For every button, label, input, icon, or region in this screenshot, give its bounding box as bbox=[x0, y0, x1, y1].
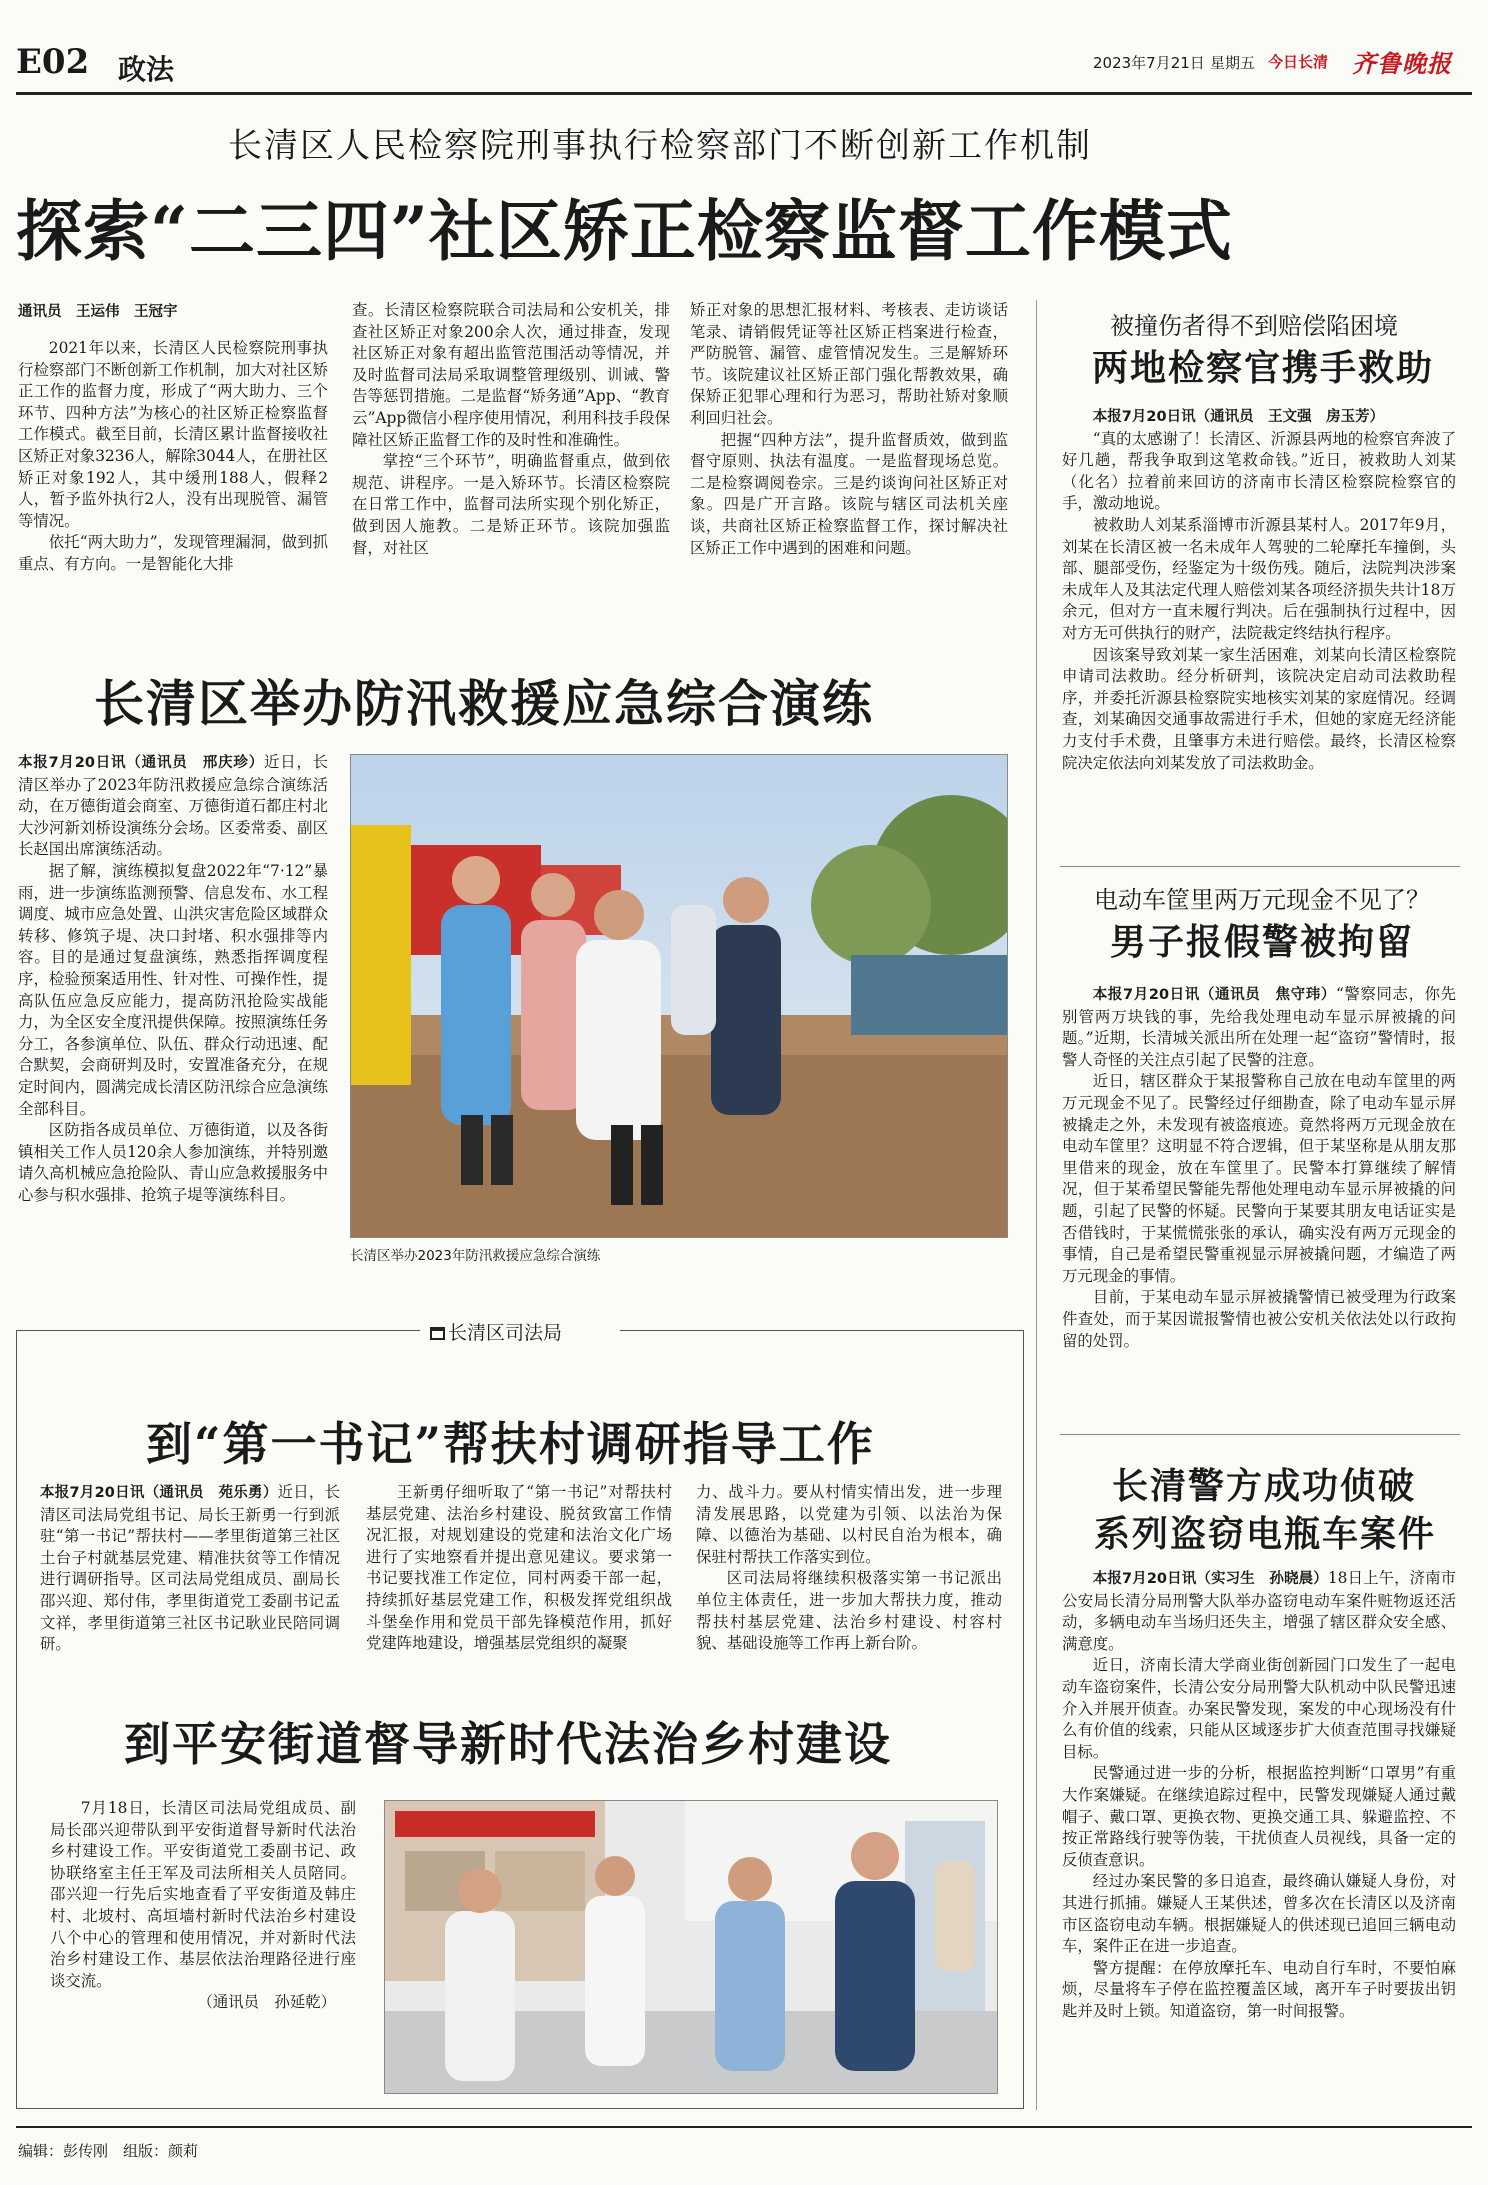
r2-p1 bbox=[1062, 984, 1456, 1071]
right-rule-2 bbox=[1060, 1434, 1460, 1435]
box-label-text: 长清区司法局 bbox=[448, 1322, 563, 1344]
box-a1-p1 bbox=[40, 1482, 340, 1656]
r3-p1 bbox=[1062, 1568, 1456, 1655]
r2-p2: 近日，辖区群众于某报警称自己放在电动车筐里的两万元现金不见了。民警经过仔细勘查，除了电动车显示屏被撬走之外，未发现有被盗痕迹。竟然将两万元现金放在电动车筐里？这明显不符合逻辑，但于某坚称是从朋友那里借来的现金，放在车筐里了。民警本打算继续了解情况，但于某希望民警能先帮他处理电动车显示屏被撬的问题，引起了民警的怀疑。民警向于某要其朋友电话证实是否借钱时，于某慌慌张张的承认，确实没有两万元现金的事情，自己是希望民警重视显示屏被撬问题，才编造了两万元现金的事情。 bbox=[1062, 1072, 1456, 1285]
r3-title-1: 长清警方成功侦破 bbox=[1112, 1465, 1417, 1507]
r1-p2: 被救助人刘某系淄博市沂源县某村人。2017年9月，刘某在长清区被一名未成年人驾驶的二轮摩托车撞倒，头部、腿部受伤，经鉴定为十级伤残。随后，法院判决涉案未成年人及其法定代理人赔偿刘某各项经济损失共计18万余元，但对方一直未履行判决。后在强制执行过程中，因对方无可供执行的财产，法院裁定终结执行程序。 bbox=[1062, 515, 1456, 642]
box-label-icon bbox=[430, 1327, 445, 1340]
lead-col-2 bbox=[352, 300, 670, 559]
page-code: E02 bbox=[16, 42, 90, 82]
lead-col-1 bbox=[18, 338, 328, 576]
box-article1-title: 到“第一书记”帮扶村调研指导工作 bbox=[146, 1417, 875, 1471]
box-a2-byline: （通讯员 孙延乾） bbox=[197, 1993, 336, 2012]
issue-date: 2023年7月21日 bbox=[1093, 54, 1205, 72]
box-article2-title: 到平安街道督导新时代法治乡村建设 bbox=[124, 1717, 892, 1771]
r1-title: 两地检察官携手救助 bbox=[1092, 347, 1435, 389]
r2-kicker: 电动车筐里两万元现金不见了？ bbox=[1094, 886, 1430, 914]
r1-kicker: 被撞伤者得不到赔偿陷困境 bbox=[1110, 312, 1398, 340]
header-rule bbox=[16, 92, 1472, 95]
lead-col1-p2: 依托“两大助力”，发现管理漏洞，做到抓重点、有方向。一是智能化大排 bbox=[18, 533, 328, 573]
box-a2-p1: 7月18日，长清区司法局党组成员、副局长邵兴迎带队到平安街道督导新时代法治乡村建设工作。平安街道党工委副书记、政协联络室主任王军及司法所相关人员陪同。邵兴迎一行先后实地查看了平安街道及韩庄村、北坡村、高垣墙村新时代法治乡村建设八个中心的管理和使用情况，并对新时代法治乡村建设工作、基层依法治理路径进行座谈交流。 bbox=[50, 1799, 356, 1990]
r3-p5: 警方提醒：在停放摩托车、电动自行车时，不要怕麻烦，尽量将车子停在监控覆盖区域，离开车子时要拔出钥匙并及时上锁。知道盗窃，第一时间报警。 bbox=[1062, 1958, 1456, 2020]
r3-byline: 本报7月20日讯（实习生 孙晓晨） bbox=[1092, 1571, 1328, 1587]
lead-kicker: 长清区人民检察院刑事执行检察部门不断创新工作机制 bbox=[228, 126, 1092, 166]
lead-col2-p1: 查。长清区检察院联合司法局和公安机关，排查社区矫正对象200余人次，通过排查，发现社区矫正对象有超出监管范围活动等情况，并及时监督司法局采取调整管理级别、训诫、警告等惩罚措施。二是监督“矫务通”App、“教育云”App微信小程序使用情况，利用科技手段保障社区矫正监督工作的及时性和准确性。 bbox=[352, 301, 670, 449]
section-name: 政法 bbox=[118, 53, 175, 86]
footer-editor: 编辑：彭传刚 组版：颜莉 bbox=[18, 2142, 199, 2160]
box-a1-p3: 力、战斗力。要从村情实情出发，进一步理清发展思路，以党建为引领、以法治为保障、以德治为基础、以村民自治为根本，确保驻村帮扶工作落实到位。 bbox=[696, 1483, 1002, 1566]
r1-p1: “真的太感谢了！长清区、沂源县两地的检察官奔波了好几趟，帮我争取到这笔救命钱。”近日，被救助人刘某（化名）拉着前来回访的济南市长清区检察院检察官的手，激动地说。 bbox=[1062, 429, 1456, 513]
drill-text bbox=[18, 752, 328, 1206]
box-a1-p2: 王新勇仔细听取了“第一书记”对帮扶村基层党建、法治乡村建设、脱贫致富工作情况汇报，对规划建设的党建和法治文化广场进行了实地察看并提出意见建议。要求第一书记要找准工作定位，同村两委干部一起，持续抓好基层党建工作，积极发挥党组织战斗堡垒作用和党员干部先锋模范作用，抓好党建阵地建设，增强基层党组织的凝聚 bbox=[366, 1483, 672, 1653]
drill-p1-text: 近日，长清区举办了2023年防汛救援应急综合演练活动，在万德街道会商室、万德街道石都庄村北大沙河新刘桥设演练分会场。区委常委、副区长赵国出席演练活动。 bbox=[18, 753, 328, 859]
r3-text bbox=[1062, 1568, 1456, 2022]
drill-photo-caption: 长清区举办2023年防汛救援应急综合演练 bbox=[350, 1248, 601, 1264]
r3-p1-text: 18日上午，济南市公安局长清分局刑警大队举办盗窃电动车案件赃物返还活动，多辆电动车当场归还失主，增强了辖区群众安全感、满意度。 bbox=[1062, 1569, 1456, 1653]
drill-title: 长清区举办防汛救援应急综合演练 bbox=[94, 674, 874, 733]
drill-byline: 本报7月20日讯（通讯员 邢庆珍） bbox=[18, 755, 265, 771]
box-article1-col1 bbox=[40, 1482, 340, 1656]
drill-p3: 区防指各成员单位、万德街道，以及各街镇相关工作人员120余人参加演练，并特别邀请久高机械应急抢险队、青山应急救援服务中心参与积水强排、抢筑子堤等演练科目。 bbox=[18, 1121, 328, 1204]
edition-name: 今日长清 bbox=[1268, 53, 1329, 71]
footer-rule bbox=[16, 2126, 1472, 2128]
r1-byline-p bbox=[1062, 406, 1456, 429]
r3-p2: 近日，济南长清大学商业街创新园门口发生了一起电动车盗窃案件，长清公安分局刑警大队机动中队民警迅速介入并展开侦查。办案民警发现，案发的中心现场没有什么有价值的线索，只能从区域逐步扩大侦查范围寻找嫌疑目标。 bbox=[1062, 1656, 1456, 1761]
box-article2-text bbox=[50, 1798, 356, 2014]
lead-col1-p1: 2021年以来，长清区人民检察院刑事执行检察部门不断创新工作机制，加大对社区矫正工作的监督力度，形成了“两大助力、三个环节、四种方法”为核心的社区矫正检察监督工作模式。截至目前，长清区累计监督接收社区矫正对象3236人，解除3044人，在册社区矫正对象192人，其中缓刑188人，假释2人，暂予监外执行2人，没有出现脱管、漏管等情况。 bbox=[18, 339, 328, 530]
lead-byline: 通讯员 王运伟 王冠宇 bbox=[18, 304, 178, 320]
r1-text bbox=[1062, 406, 1456, 774]
drill-photo bbox=[350, 754, 1008, 1238]
lead-col3-p2: 把握“四种方法”，提升监督质效，做到监督守原则、执法有温度。一是监督现场总览。二是检察调阅卷宗。三是约谈询问社区矫正对象。四是广开言路。该院与辖区司法机关座谈，共商社区矫正检察监督工作，探讨解决社区矫正工作中遇到的困难和问题。 bbox=[690, 430, 1008, 557]
r3-p3: 民警通过进一步的分析，根据监控判断“口罩男”有重大作案嫌疑。在继续追踪过程中，民警发现嫌疑人通过戴帽子、戴口罩、更换衣物、更换交通工具、躲避监控、不按正常路线行驶等伪装，干扰侦查人员视线，具备一定的反侦查意识。 bbox=[1062, 1764, 1456, 1869]
r2-p1-text: “警察同志，你先别管两万块钱的事，先给我处理电动车显示屏被撬的问题。”近期，长清城关派出所在处理一起“盗窃”警情时，报警人奇怪的关注点引起了民警的注意。 bbox=[1062, 985, 1456, 1069]
lead-col3-p1: 矫正对象的思想汇报材料、考核表、走访谈话笔录、请销假凭证等社区矫正档案进行检查，严防脱管、漏管、虚管情况发生。三是解矫环节。该院建议社区矫正部门强化帮教效果，确保矫正犯罪心理和行为恶习，帮助社矫对象顺利回归社会。 bbox=[690, 301, 1008, 427]
column-divider bbox=[1036, 300, 1037, 2110]
box-a1-p4: 区司法局将继续积极落实第一书记派出单位主体责任，进一步加大帮扶力度，推动帮扶村基层党建、法治乡村建设、村容村貌、基础设施等工作再上新台阶。 bbox=[696, 1569, 1002, 1653]
r3-title-2: 系列盗窃电瓶车案件 bbox=[1094, 1513, 1437, 1555]
drill-p1 bbox=[18, 752, 328, 861]
box-photo-illustration bbox=[385, 1801, 997, 2093]
r2-text bbox=[1062, 984, 1456, 1352]
box-a1-byline: 本报7月20日讯（通讯员 苑乐勇） bbox=[40, 1485, 278, 1501]
lead-col-3 bbox=[690, 300, 1008, 559]
r3-p4: 经过办案民警的多日追查，最终确认嫌疑人身份，对其进行抓捕。嫌疑人王某供述，曾多次在长清区以及济南市区盗窃电动车辆。根据嫌疑人的供述现已追回三辆电动车，案件正在进一步追查。 bbox=[1062, 1872, 1456, 1956]
drill-photo-illustration bbox=[351, 755, 1007, 1237]
box-a1-p1-text: 近日，长清区司法局党组书记、局长王新勇一行到派驻“第一书记”帮扶村——孝里街道第三社区土台子村就基层党建、精准扶贫等工作情况进行调研指导。区司法局党组成员、副局长邵兴迎、郑付伟，孝里街道党工委副书记孟文祥，孝里街道第三社区书记耿业民陪同调研。 bbox=[40, 1483, 340, 1654]
box-article1-col3 bbox=[696, 1482, 1002, 1655]
box-label bbox=[430, 1318, 562, 1345]
lead-col2-p2: 掌控“三个环节”，明确监督重点，做到依规范、讲程序。一是入矫环节。长清区检察院在日常工作中，监督司法所实现个别化矫正，做到因人施教。二是矫正环节。该院加强监督，对社区 bbox=[352, 452, 670, 557]
r1-byline: 本报7月20日讯（通讯员 王文强 房玉芳） bbox=[1092, 409, 1385, 425]
r1-p3: 因该案导致刘某一家生活困难，刘某向长清区检察院申请司法救助。经分析研判，该院决定启动司法救助程序，并委托沂源县检察院实地核实刘某的家庭情况。经调查，刘某确因交通事故需进行手术，但她的家庭无经济能力支付手术费，且肇事方未进行赔偿。最终，长清区检察院决定依法向刘某发放了司法救助金。 bbox=[1062, 645, 1456, 772]
issue-weekday: 星期五 bbox=[1210, 54, 1256, 72]
r2-title: 男子报假警被拘留 bbox=[1110, 921, 1415, 963]
right-rule-1 bbox=[1060, 866, 1460, 867]
box-photo bbox=[384, 1800, 998, 2094]
r2-byline: 本报7月20日讯（通讯员 焦守玮） bbox=[1092, 987, 1337, 1003]
box-article1-col2 bbox=[366, 1482, 672, 1655]
masthead-logo: 齐鲁晚报 bbox=[1352, 49, 1452, 78]
r2-p3: 目前，于某电动车显示屏被撬警情已被受理为行政案件查处，而于某因谎报警情也被公安机关依法处以行政拘留的处罚。 bbox=[1062, 1288, 1456, 1350]
lead-title: 探索“二三四”社区矫正检察监督工作模式 bbox=[16, 192, 1233, 270]
drill-p2: 据了解，演练模拟复盘2022年“7·12”暴雨，进一步演练监测预警、信息发布、水工程调度、城市应急处置、山洪灾害危险区域群众转移、修筑子堤、决口封堵、积水强排等内容。目的是通过复盘演练，熟悉指挥调度程序，检验预案适用性、针对性、可操作性，提高队伍应急反应能力，提高防汛抢险实战能力，为全区安全度汛提供保障。按照演练任务分工，各参演单位、队伍、群众行动迅速、配合默契，会商研判及时，安置准备充分，在规定时间内，圆满完成长清区防汛综合应急演练全部科目。 bbox=[18, 861, 328, 1118]
